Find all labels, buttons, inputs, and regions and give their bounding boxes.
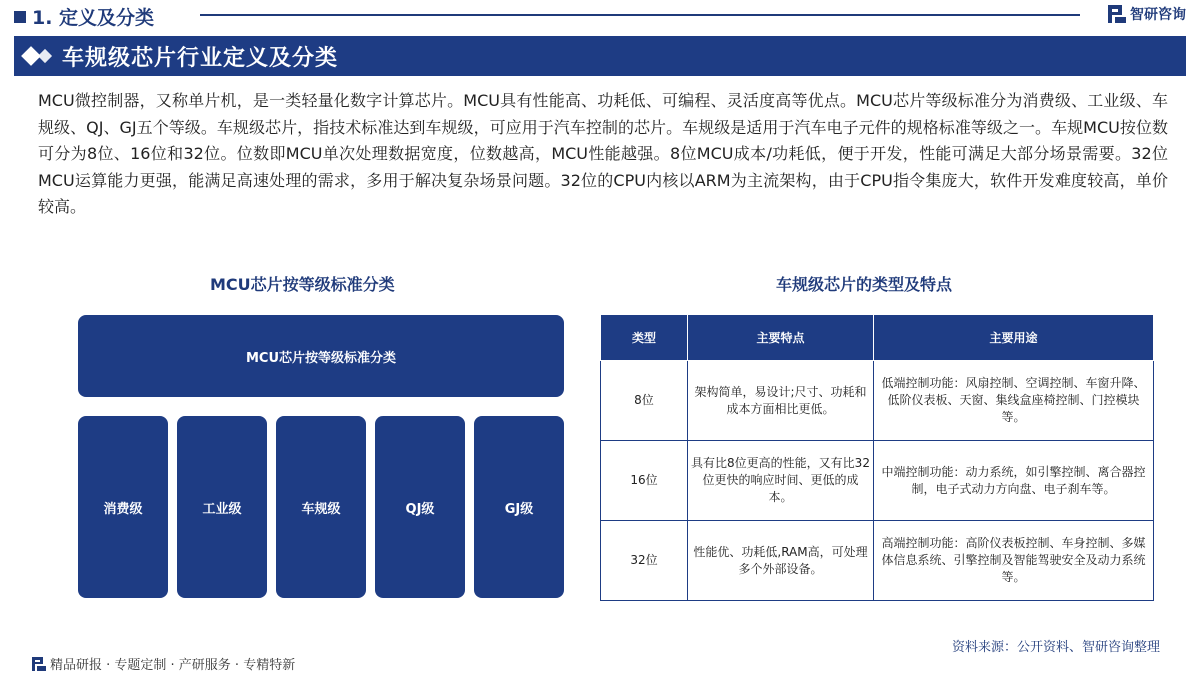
grade-box-automotive: 车规级 <box>276 416 366 598</box>
cell-feature: 具有比8位更高的性能，又有比32位更快的响应时间、更低的成本。 <box>688 441 874 521</box>
section-title-text: 1. 定义及分类 <box>32 7 155 29</box>
chip-type-table <box>600 314 1154 601</box>
table-row <box>601 521 1154 601</box>
section-title <box>14 3 154 30</box>
footer-logo-icon <box>32 657 46 671</box>
brand <box>1108 4 1186 24</box>
top-bar <box>0 0 1200 32</box>
mcu-root-box: MCU芯片按等级标准分类 <box>78 315 564 397</box>
footer-tagline-text: 精品研报 · 专题定制 · 产研服务 · 专精特新 <box>50 658 296 673</box>
diamond-small-icon <box>38 49 52 63</box>
cell-usage: 高端控制功能：高阶仪表板控制、车身控制、多媒体信息系统、引擎控制及智能驾驶安全及动力系统等。 <box>874 521 1154 601</box>
banner-title: 车规级芯片行业定义及分类 <box>62 45 339 71</box>
header-usage: 主要用途 <box>874 315 1154 361</box>
left-chart-title: MCU芯片按等级标准分类 <box>210 275 395 294</box>
cell-feature: 架构简单，易设计;尺寸、功耗和成本方面相比更低。 <box>688 361 874 441</box>
cell-type: 8位 <box>601 361 688 441</box>
title-banner <box>14 36 1186 76</box>
brand-logo-icon <box>1108 5 1126 23</box>
cell-feature: 性能优、功耗低,RAM高，可处理多个外部设备。 <box>688 521 874 601</box>
grade-boxes <box>78 416 564 598</box>
brand-name: 智研咨询 <box>1130 7 1186 23</box>
cell-type: 32位 <box>601 521 688 601</box>
source-note: 资料来源：公开资料、智研咨询整理 <box>951 640 1160 655</box>
grade-box-industrial: 工业级 <box>177 416 267 598</box>
grade-box-consumer: 消费级 <box>78 416 168 598</box>
footer-tagline <box>32 654 295 673</box>
right-table-title: 车规级芯片的类型及特点 <box>776 275 953 294</box>
grade-box-gj: GJ级 <box>474 416 564 598</box>
header-type: 类型 <box>601 315 688 361</box>
table-row <box>601 441 1154 521</box>
header-feature: 主要特点 <box>688 315 874 361</box>
cell-type: 16位 <box>601 441 688 521</box>
table-header-row <box>601 315 1154 361</box>
cell-usage: 低端控制功能：风扇控制、空调控制、车窗升降、低阶仪表板、天窗、集线盒座椅控制、门控模块等。 <box>874 361 1154 441</box>
grade-box-qj: QJ级 <box>375 416 465 598</box>
cell-usage: 中端控制功能：动力系统，如引擎控制、离合器控制，电子式动力方向盘、电子刹车等。 <box>874 441 1154 521</box>
square-bullet-icon <box>14 11 26 23</box>
table-row <box>601 361 1154 441</box>
header-rule <box>200 14 1080 16</box>
intro-paragraph: MCU微控制器，又称单片机，是一类轻量化数字计算芯片。MCU具有性能高、功耗低、可编程、灵活度高等优点。MCU芯片等级标准分为消费级、工业级、车规级、QJ、GJ五个等级。车规级芯片，指技术标准达到车规级，可应用于汽车控制的芯片。车规级是适用于汽车电子元件的规格标准等级之一。车规MCU按位数可分为8位、16位和32位。位数即MCU单次处理数据宽度，位数越高，MCU性能越强。8位MCU成本/功耗低，便于开发，性能可满足大部分场景需要。32位MCU运算能力更强，能满足高速处理的需求，多用于解决复杂场景问题。32位的CPU内核以ARM为主流架构，由于CPU指令集庞大，软件开发难度较高，单价较高。 <box>38 91 1168 216</box>
